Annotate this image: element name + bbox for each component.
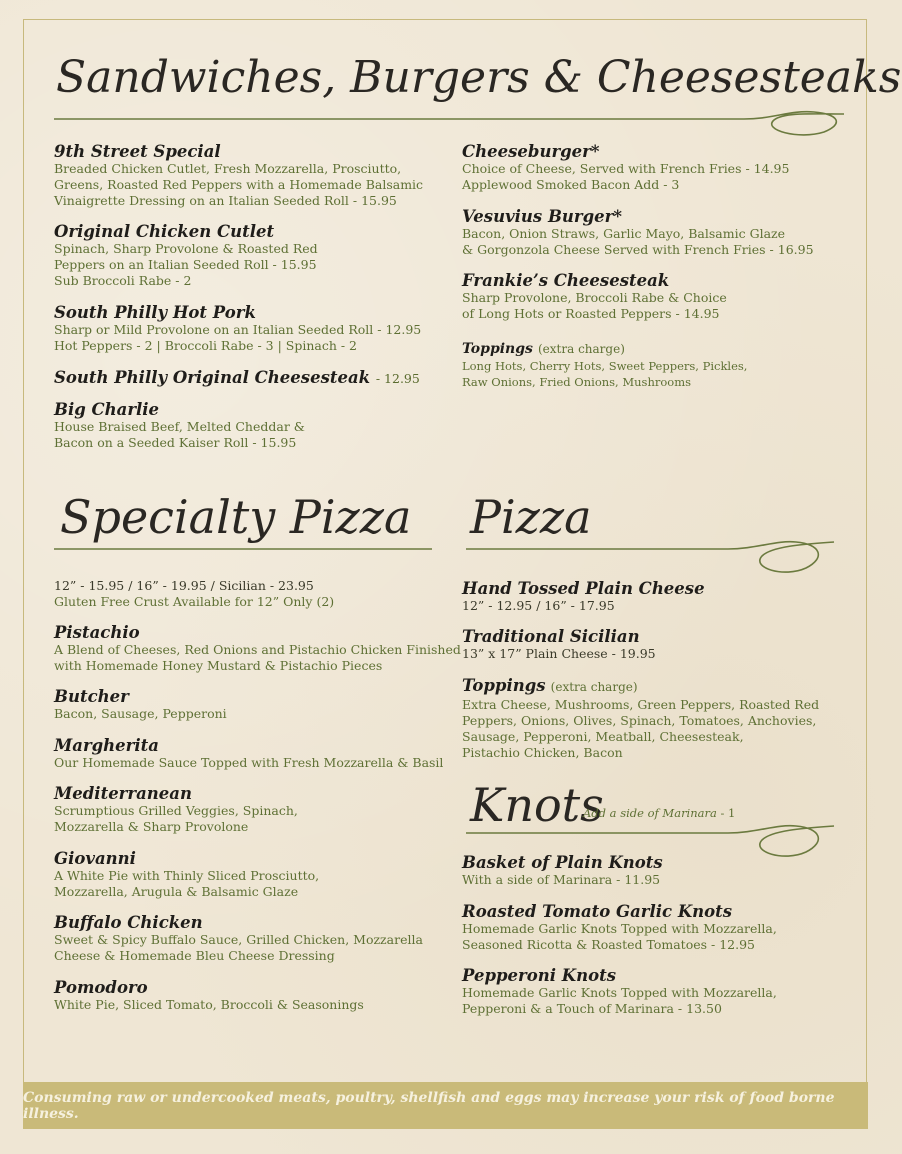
item-desc-line: House Braised Beef, Melted Cheddar & xyxy=(54,419,305,434)
item-name xyxy=(54,368,420,388)
item-desc-line: Bacon, Onion Straws, Garlic Mayo, Balsamic Glaze xyxy=(462,226,785,241)
item-desc-line: Peppers, Onions, Olives, Spinach, Tomatoes, Anchovies, xyxy=(462,713,817,728)
item-desc-line: 12” - 12.95 / 16” - 17.95 xyxy=(462,598,615,613)
item-name: Original Chicken Cutlet xyxy=(54,222,275,241)
item-name: Vesuvius Burger* xyxy=(462,207,622,226)
item-name: Butcher xyxy=(54,687,129,706)
item-desc-line: Mozzarella & Sharp Provolone xyxy=(54,819,249,834)
health-warning-text: Consuming raw or undercooked meats, poultry, shellfish and eggs may increase your risk of food borne illness. xyxy=(23,1089,835,1122)
item-desc-line: Bacon, Sausage, Pepperoni xyxy=(54,706,227,721)
item-desc-line: Breaded Chicken Cutlet, Fresh Mozzarella, Prosciutto, xyxy=(54,161,402,176)
item-name: Mediterranean xyxy=(54,784,192,803)
item-desc-line: Our Homemade Sauce Topped with Fresh Mozzarella & Basil xyxy=(54,755,444,770)
item-name: Pepperoni Knots xyxy=(462,966,616,985)
item-name: Buffalo Chicken xyxy=(54,913,203,932)
item-name: Hand Tossed Plain Cheese xyxy=(462,579,705,598)
menu-item-9th-street-special xyxy=(54,142,423,209)
item-desc-line: Mozzarella, Arugula & Balsamic Glaze xyxy=(54,884,299,899)
item-desc-line: Sub Broccoli Rabe - 2 xyxy=(54,273,192,288)
item-name: Basket of Plain Knots xyxy=(462,853,663,872)
menu-item-vesuvius-burger xyxy=(462,207,814,258)
item-desc-line: Bacon on a Seeded Kaiser Roll - 15.95 xyxy=(54,435,297,450)
item-desc-line: White Pie, Sliced Tomato, Broccoli & Seasonings xyxy=(54,997,364,1012)
toppings-label: Toppings xyxy=(462,341,533,357)
item-desc-line: Spinach, Sharp Provolone & Roasted Red xyxy=(54,241,318,256)
toppings-extra-charge: (extra charge) xyxy=(538,342,625,356)
item-desc-line: Long Hots, Cherry Hots, Sweet Peppers, Pickles, xyxy=(462,359,748,373)
item-desc-line: Sausage, Pepperoni, Meatball, Cheesesteak, xyxy=(462,729,744,744)
toppings-label: Toppings xyxy=(462,676,546,695)
item-desc-line: Applewood Smoked Bacon Add - 3 xyxy=(462,177,680,192)
toppings-heading xyxy=(462,676,819,697)
item-desc-line: Choice of Cheese, Served with French Fries - 14.95 xyxy=(462,161,790,176)
item-desc-line: Greens, Roasted Red Peppers with a Homemade Balsamic xyxy=(54,177,424,192)
menu-item-south-philly-original-cheesesteak xyxy=(54,368,420,388)
menu-item-big-charlie xyxy=(54,400,305,451)
item-desc-line: Raw Onions, Fried Onions, Mushrooms xyxy=(462,375,692,389)
menu-item-frankies-cheesesteak xyxy=(462,271,727,322)
item-name: Roasted Tomato Garlic Knots xyxy=(462,902,733,921)
item-name: Frankie’s Cheesesteak xyxy=(462,271,670,290)
item-name: Giovanni xyxy=(54,849,136,868)
sandwich-toppings xyxy=(462,339,747,390)
menu-item-traditional-sicilian xyxy=(462,627,656,662)
pricing-line: 12” - 15.95 / 16” - 19.95 / Sicilian - 23.95 xyxy=(54,578,314,593)
toppings-heading xyxy=(462,339,747,358)
item-desc-line: Homemade Garlic Knots Topped with Mozzarella, xyxy=(462,985,777,1000)
section-title-knots: Knots xyxy=(470,778,604,832)
item-desc-line: Scrumptious Grilled Veggies, Spinach, xyxy=(54,803,298,818)
gluten-free-note: Gluten Free Crust Available for 12” Only (2) xyxy=(54,594,335,609)
item-desc-line: 13” x 17” Plain Cheese - 19.95 xyxy=(462,646,656,661)
item-desc-line: With a side of Marinara - 11.95 xyxy=(462,872,661,887)
menu-item-roasted-tomato-garlic-knots xyxy=(462,902,777,953)
item-name: South Philly Hot Pork xyxy=(54,303,256,322)
menu-item-buffalo-chicken xyxy=(54,913,423,964)
item-name: Margherita xyxy=(54,736,159,755)
item-name: Pistachio xyxy=(54,623,140,642)
menu-item-mediterranean xyxy=(54,784,298,835)
pizza-toppings xyxy=(462,676,819,761)
item-desc-line: Pistachio Chicken, Bacon xyxy=(462,745,623,760)
menu-item-butcher xyxy=(54,687,227,722)
item-desc-line: with Homemade Honey Mustard & Pistachio Pieces xyxy=(54,658,383,673)
item-name: Big Charlie xyxy=(54,400,160,419)
item-name: Traditional Sicilian xyxy=(462,627,640,646)
item-desc-line: Sweet & Spicy Buffalo Sauce, Grilled Chicken, Mozzarella xyxy=(54,932,423,947)
item-desc-line: & Gorgonzola Cheese Served with French Fries - 16.95 xyxy=(462,242,814,257)
item-desc-line: of Long Hots or Roasted Peppers - 14.95 xyxy=(462,306,720,321)
title-flourish-pizza xyxy=(466,528,838,580)
item-desc-line: Cheese & Homemade Bleu Cheese Dressing xyxy=(54,948,335,963)
item-desc-line: Sharp Provolone, Broccoli Rabe & Choice xyxy=(462,290,727,305)
health-warning-banner xyxy=(23,1082,868,1129)
section-title-sandwiches: Sandwiches, Burgers & Cheesesteaks xyxy=(56,52,902,103)
item-desc-line: Pepperoni & a Touch of Marinara - 13.50 xyxy=(462,1001,722,1016)
item-desc-line: A White Pie with Thinly Sliced Prosciutto, xyxy=(54,868,320,883)
menu-item-cheeseburger xyxy=(462,142,789,193)
section-title-specialty-pizza: Specialty Pizza xyxy=(60,490,412,544)
item-desc-line: Extra Cheese, Mushrooms, Green Peppers, Roasted Red xyxy=(462,697,820,712)
menu-item-south-philly-hot-pork xyxy=(54,303,421,354)
knots-note-price: - 1 xyxy=(720,806,736,820)
menu-item-pepperoni-knots xyxy=(462,966,777,1017)
item-name-text: South Philly Original Cheesesteak xyxy=(54,368,371,387)
item-desc-line: Sharp or Mild Provolone on an Italian Seeded Roll - 12.95 xyxy=(54,322,422,337)
item-name: Cheeseburger* xyxy=(462,142,600,161)
toppings-extra-charge: (extra charge) xyxy=(550,680,638,694)
item-desc-line: Hot Peppers - 2 | Broccoli Rabe - 3 | Spinach - 2 xyxy=(54,338,357,353)
item-price: - 12.95 xyxy=(375,371,420,386)
knots-note-text: Add a side of Marinara xyxy=(583,806,717,820)
specialty-pizza-pricing xyxy=(54,578,334,610)
item-desc-line: Vinaigrette Dressing on an Italian Seeded Roll - 15.95 xyxy=(54,193,397,208)
item-desc-line: Seasoned Ricotta & Roasted Tomatoes - 12.95 xyxy=(462,937,755,952)
item-name: 9th Street Special xyxy=(54,142,221,161)
title-flourish-specialty-pizza xyxy=(54,540,434,560)
menu-item-margherita xyxy=(54,736,443,771)
menu-item-pistachio xyxy=(54,623,461,674)
item-desc-line: Homemade Garlic Knots Topped with Mozzarella, xyxy=(462,921,777,936)
menu-item-giovanni xyxy=(54,849,319,900)
menu-item-hand-tossed-plain-cheese xyxy=(462,579,705,614)
menu-item-original-chicken-cutlet xyxy=(54,222,318,289)
menu-item-pomodoro xyxy=(54,978,364,1013)
item-name: Pomodoro xyxy=(54,978,148,997)
menu-item-basket-of-plain-knots xyxy=(462,853,663,888)
section-title-pizza: Pizza xyxy=(470,490,592,544)
item-desc-line: A Blend of Cheeses, Red Onions and Pistachio Chicken Finished xyxy=(54,642,461,657)
item-desc-line: Peppers on an Italian Seeded Roll - 15.95 xyxy=(54,257,317,272)
